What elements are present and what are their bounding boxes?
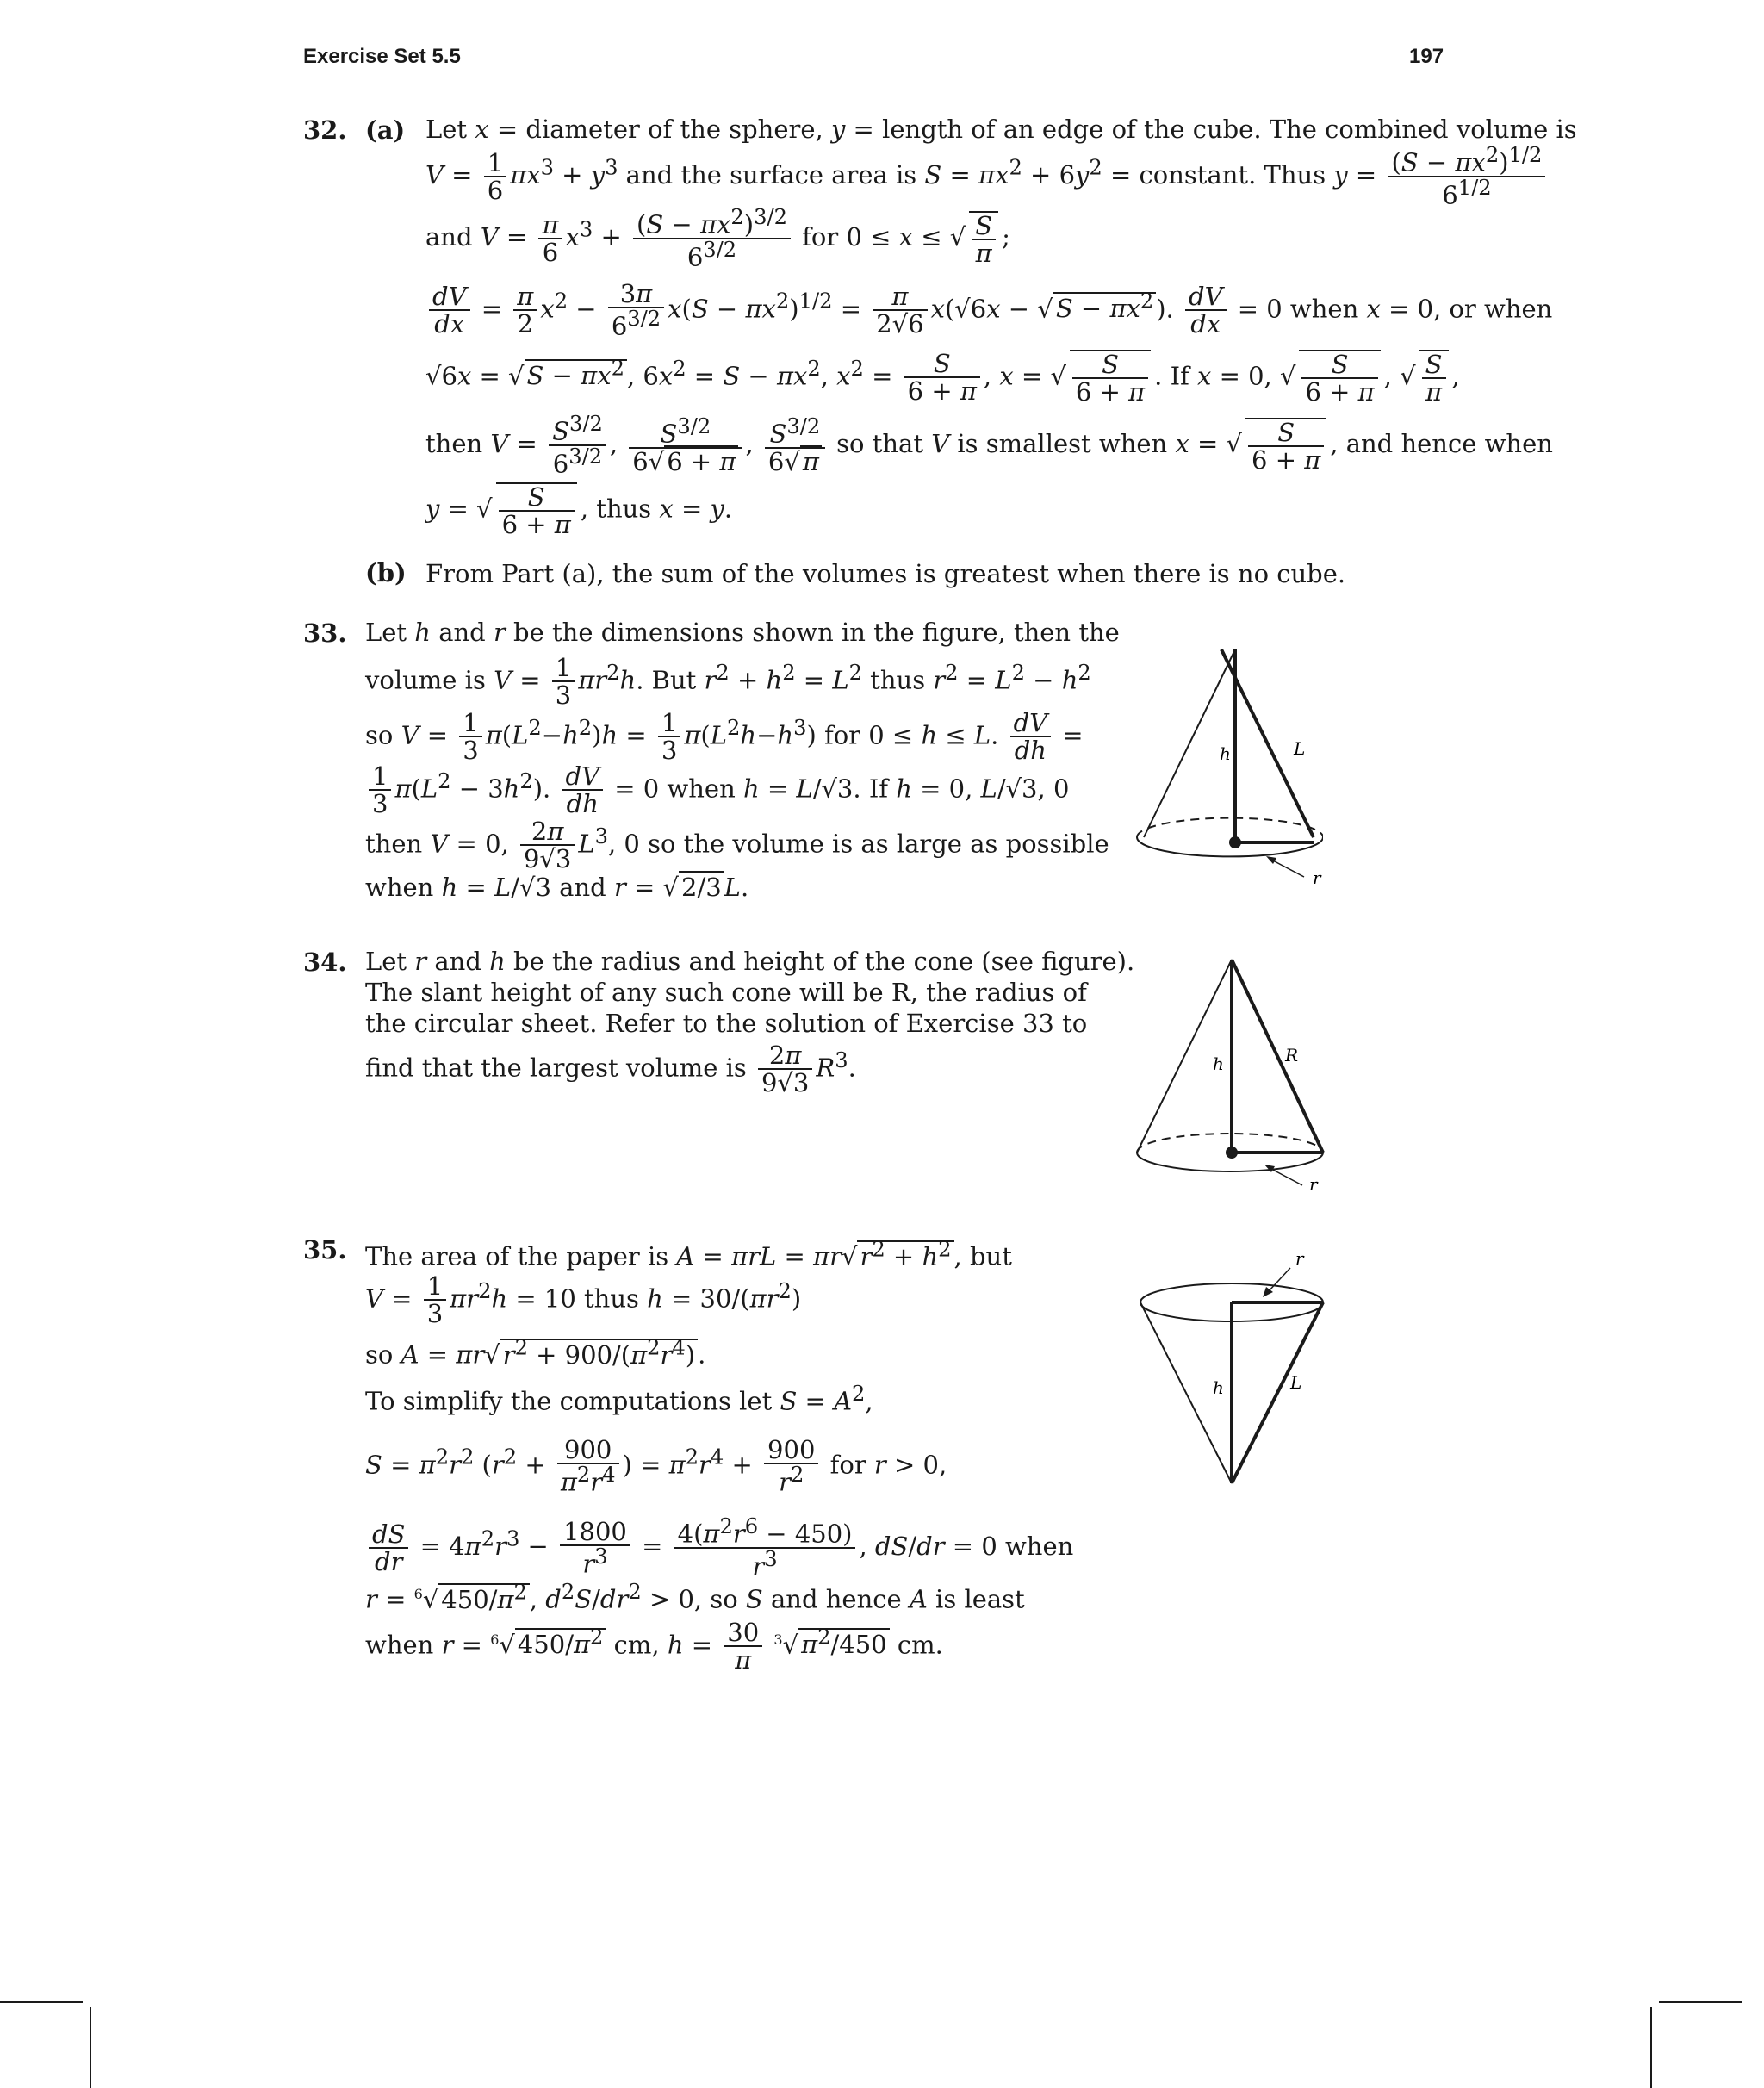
- exercise-32-number: 32.: [303, 115, 347, 145]
- ex32-line-7: y = √ $\frac{S}{6 + \pi}$ , thus x = y.: [425, 482, 733, 540]
- crop-mark-left-horizontal: [0, 2001, 83, 2003]
- fig33-label-h: h: [1220, 743, 1231, 764]
- ex35-line-5: $S = \pi^2r^2$ ($r^2$ + $\frac{900}{\pi^2r^4}$ ) = $\pi^2r^4$ + $\frac{900}{r^2}$ for r > 0,: [365, 1435, 947, 1498]
- exercise-32-part-a-label: (a): [365, 115, 406, 145]
- ex34-line-1: Let r and h be the radius and height of the cone (see figure).: [365, 947, 1135, 976]
- cone-figure-33: [1134, 634, 1323, 892]
- ex32-line-4: $\frac{dV}{dx}$ = $\frac{\pi}{2}$ $x^2$ − $\frac{3\pi}{6^{3/2}}$ $x(S - \pi x^2)^{1/2}$ = $\frac{\pi}{2√6}$ x(√6x − √ $S - \pi x^2$ ). $\frac{dV}{dx}$ = 0 when x = 0, or when: [425, 281, 1552, 340]
- ex34-line-4: find that the largest volume is $\frac{2\pi}{9√3}$ $R^3$.: [365, 1041, 856, 1098]
- ex35-line-3: so A = πr√ $r^2 + 900/(\pi^2r^4)$ .: [365, 1335, 706, 1370]
- crop-mark-left-vertical: [90, 2007, 91, 2088]
- ex33-line-1: Let h and r be the dimensions shown in the figure, then the: [365, 618, 1120, 647]
- ex35-line-2: V = $\frac{1}{3}$ $\pi r^2h = 10$ thus $h = 30/(\pi r^2)$: [365, 1271, 802, 1329]
- ex33-line-3: so V = $\frac{1}{3}$ $\pi(L^2-h^2)h$ = $\frac{1}{3}$ $\pi(L^2h-h^3)$ for 0 ≤ h ≤ L. $\frac{dV}{dh}$ =: [365, 708, 1084, 766]
- fig34-label-h: h: [1213, 1053, 1224, 1074]
- ex35-line-1: The area of the paper is A = πrL = πr√ $r^2 + h^2$ , but: [365, 1237, 1012, 1271]
- crop-mark-right-horizontal: [1659, 2001, 1742, 2003]
- fig35-label-h: h: [1213, 1377, 1224, 1398]
- ex34-line-2: The slant height of any such cone will be R, the radius of: [365, 978, 1087, 1007]
- ex35-line-6: $\frac{dS}{dr}$ = $4\pi^2r^3$ − $\frac{1800}{r^3}$ = $\frac{4(\pi^2r^6 - 450)}{r^3}$ , dS/dr = 0 when: [365, 1516, 1073, 1580]
- ex35-line-8: when r = $^6$√ $450/\pi^2$ cm, h = $\frac{30}{\pi}$ $^3$√ $\pi^2/450$ cm.: [365, 1618, 943, 1675]
- running-header-left: Exercise Set 5.5: [303, 45, 461, 68]
- exercise-35-number: 35.: [303, 1235, 347, 1265]
- ex32-line-2: V = $\frac{1}{6}$ $\pi x^3 + y^3$ and the surface area is $S = \pi x^2 + 6y^2$ = constant. Thus y = $\frac{(S - \pi x^2)^{1/2}}{6^{1/2}}$: [425, 145, 1549, 208]
- exercise-32-part-b-text: From Part (a), the sum of the volumes is greatest when there is no cube.: [425, 559, 1346, 588]
- cone-figure-35: [1130, 1240, 1337, 1490]
- fig34-label-R: R: [1285, 1045, 1299, 1066]
- ex33-line-6: when h = L/√3 and r = √ 2/3 L.: [365, 873, 749, 902]
- cone-figure-34: [1127, 948, 1325, 1206]
- page-number: 197: [1409, 45, 1444, 68]
- ex33-line-5: then V = 0, $\frac{2\pi}{9√3}$ $L^3$, 0 so the volume is as large as possible: [365, 817, 1109, 874]
- ex33-line-4: $\frac{1}{3}$ $\pi(L^2 - 3h^2)$. $\frac{dV}{dh}$ = 0 when h = L/√3. If h = 0, L/√3, 0: [365, 763, 1069, 817]
- fig33-label-r: r: [1313, 867, 1321, 888]
- fig35-label-r: r: [1295, 1248, 1304, 1269]
- fig33-label-L: L: [1294, 738, 1306, 759]
- ex33-line-2: volume is V = $\frac{1}{3}$ $\pi r^2h$. But $r^2 + h^2 = L^2$ thus $r^2 = L^2 - h^2$: [365, 653, 1091, 711]
- ex35-line-4: To simplify the computations let $S = A^2$,: [365, 1382, 873, 1416]
- ex32-line-3: and V = $\frac{\pi}{6}$ $x^3$ + $\frac{(S - \pi x^2)^{3/2}}{6^{3/2}}$ for 0 ≤ x ≤ √ $\frac{S}{\pi}$ ;: [425, 205, 1010, 272]
- exercise-32-part-b-label: (b): [365, 558, 407, 587]
- ex32-line-6: then V = $\frac{S^{3/2}}{6^{3/2}}$ , $\frac{S^{3/2}}{6√ 6 + \pi}$ , $\frac{S^{3/2}}{6√ \pi}$ so that V is smallest when x = √ $\frac{S}{6 + \pi}$ , and hence when: [425, 412, 1553, 479]
- fig35-label-L: L: [1290, 1372, 1302, 1393]
- ex34-line-3: the circular sheet. Refer to the solution of Exercise 33 to: [365, 1009, 1088, 1038]
- crop-mark-right-vertical: [1650, 2007, 1652, 2088]
- exercise-34-number: 34.: [303, 948, 347, 977]
- ex32-line-1: Let x = diameter of the sphere, y = length of an edge of the cube. The combined volume is: [425, 115, 1577, 144]
- ex35-line-7: r = $^6$√ $450/\pi^2$ , $d^2S/dr^2 > 0$, so S and hence A is least: [365, 1580, 1025, 1614]
- exercise-33-number: 33.: [303, 618, 347, 648]
- fig34-label-r: r: [1309, 1174, 1318, 1195]
- ex32-line-5: √6x = √ $S - \pi x^2$ , $6x^2 = S - \pi x^2$, $x^2$ = $\frac{S}{6 + \pi}$ , x = √ $\frac{S}{6 + \pi}$ . If x = 0, √ $\frac{S}{6 + \pi}$ , √ $\frac{S}{\pi}$ ,: [425, 349, 1460, 407]
